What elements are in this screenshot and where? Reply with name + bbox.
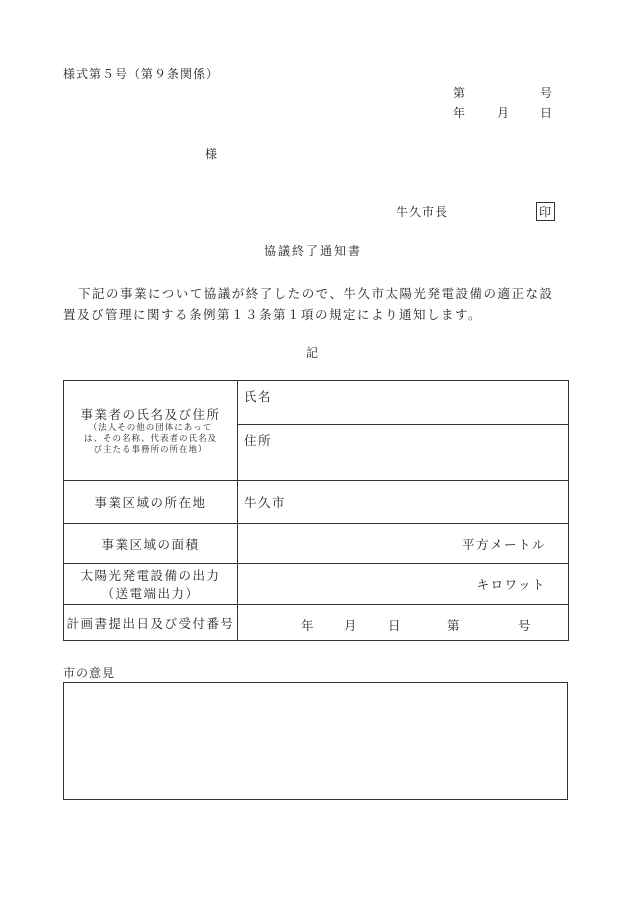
date-day: 日: [540, 106, 554, 120]
document-number-suffix: 号: [540, 86, 554, 100]
name-field[interactable]: [238, 381, 569, 425]
plan-day: 日: [388, 618, 403, 633]
operator-note-line-2: は、その名称、代表者の氏名及: [83, 434, 217, 444]
details-table: [63, 380, 569, 641]
plan-number-prefix: 第: [447, 618, 462, 633]
plan-label: 計画書提出日及び受付番号: [64, 605, 238, 641]
address-label: 住所: [244, 433, 273, 448]
date-month: 月: [497, 106, 511, 120]
issuer-title: 牛久市長: [396, 205, 449, 219]
area-location-field[interactable]: [238, 481, 569, 524]
address-field[interactable]: [238, 425, 569, 481]
operator-label-cell: [64, 381, 238, 481]
output-unit: キロワット: [476, 577, 546, 592]
area-location-value: 牛久市: [244, 495, 287, 510]
operator-label: 事業者の氏名及び住所: [80, 407, 221, 422]
output-field[interactable]: [238, 564, 569, 605]
opinion-box[interactable]: [63, 682, 568, 800]
form-number: 様式第５号（第９条関係）: [63, 67, 220, 81]
name-label: 氏名: [244, 389, 273, 404]
output-label-cell: [64, 564, 238, 605]
body-text-line-1: 下記の事業について協議が終了したので、牛久市太陽光発電設備の適正な設: [78, 286, 554, 301]
date-year: 年: [453, 106, 467, 120]
plan-number-suffix: 号: [518, 618, 533, 633]
body-text-line-2: 置及び管理に関する条例第１３条第１項の規定により通知します。: [63, 307, 483, 322]
document-number-label: 第: [453, 86, 467, 100]
plan-field[interactable]: [238, 605, 569, 641]
area-location-label: 事業区域の所在地: [64, 481, 238, 524]
seal-stamp: 印: [536, 202, 555, 221]
opinion-label: 市の意見: [63, 666, 116, 680]
operator-note-line-1: （法人その他の団体にあって: [88, 423, 213, 433]
plan-year: 年: [301, 618, 316, 633]
operator-note-line-3: び主たる事務所の所在地）: [93, 445, 208, 455]
area-size-label: 事業区域の面積: [64, 524, 238, 564]
area-size-unit: 平方メートル: [461, 536, 546, 552]
addressee-honorific: 様: [205, 147, 219, 161]
ki-heading: 記: [306, 346, 320, 360]
document-title: 協議終了通知書: [264, 244, 363, 258]
output-sublabel: （送電端出力）: [101, 586, 200, 601]
plan-month: 月: [344, 618, 359, 633]
area-size-field[interactable]: [238, 524, 569, 564]
output-label: 太陽光発電設備の出力: [80, 568, 221, 583]
